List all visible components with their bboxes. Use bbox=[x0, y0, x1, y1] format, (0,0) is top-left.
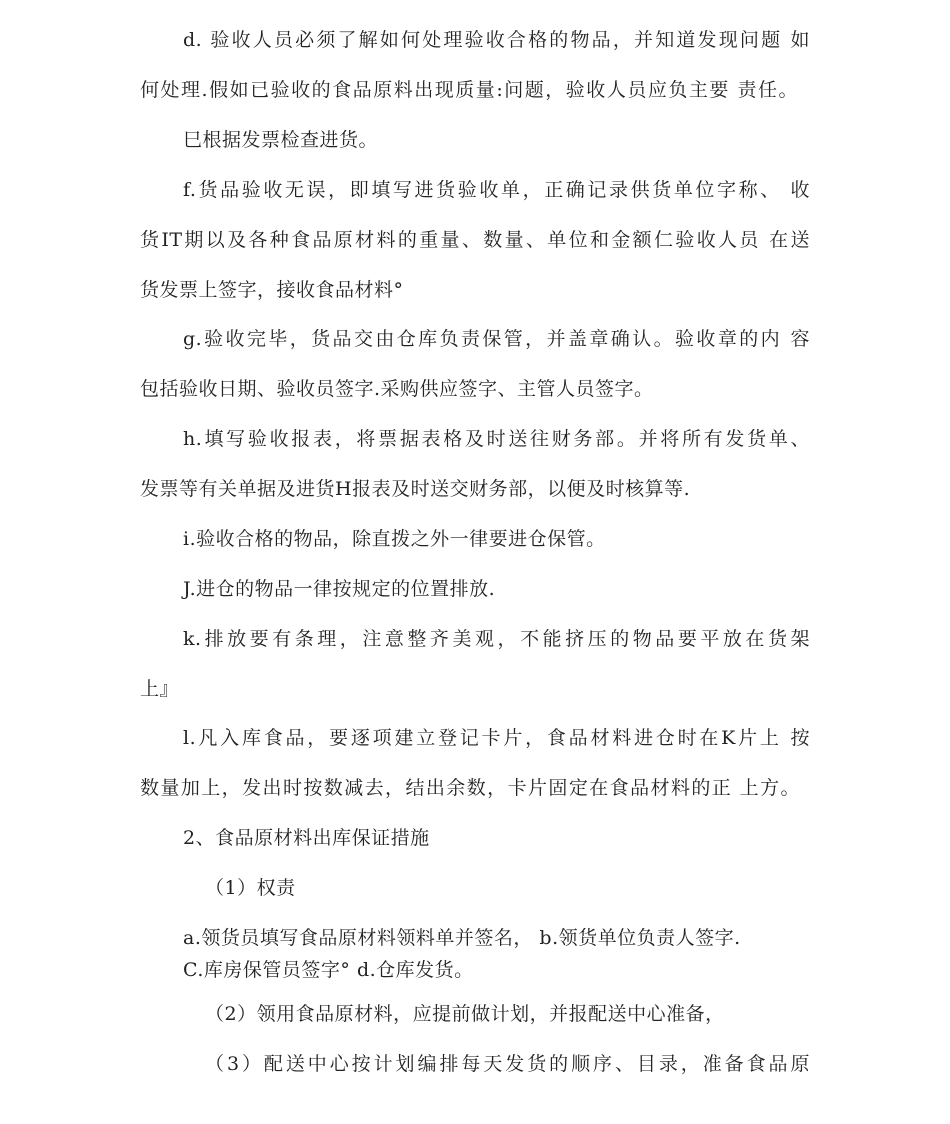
paragraph-line: C.库房保管员签字° d.仓库发货。 bbox=[183, 959, 474, 981]
paragraph-line: 货IT期以及各种食品原材料的重量、数量、单位和金额仁验收人员 在送 bbox=[140, 229, 810, 251]
paragraph-line: J.进仓的物品一律按规定的位置排放. bbox=[183, 578, 496, 600]
section-heading: 2、食品原材料出库保证措施 bbox=[183, 827, 430, 849]
paragraph-line: a.领货员填写食品原材料领料单并签名， b.领货单位负责人签字. bbox=[183, 927, 741, 949]
paragraph-line: （2）领用食品原材料，应提前做计划，并报配送中心准备， bbox=[205, 1003, 725, 1025]
paragraph-line: 包括验收日期、验收员签字.采购供应签字、主管人员签字。 bbox=[140, 378, 654, 400]
paragraph-line: d. 验收人员必须了解如何处理验收合格的物品，并知道发现问题 如 bbox=[183, 29, 810, 51]
paragraph-line: g.验收完毕，货品交由仓库负责保管，并盖章确认。验收章的内 容 bbox=[183, 328, 810, 350]
subsection-heading: （1）权责 bbox=[205, 877, 296, 899]
paragraph-line: k.排放要有条理，注意整齐美观，不能挤压的物品要平放在货架 bbox=[183, 628, 810, 650]
paragraph-line: 上』 bbox=[140, 678, 180, 700]
paragraph-line: 巳根据发票检查进货。 bbox=[183, 129, 379, 151]
paragraph-line: 数量加上，发出时按数减去，结出余数，卡片固定在食品材料的正 上方。 bbox=[140, 777, 800, 799]
paragraph-line: f.货品验收无误，即填写进货验收单，正确记录供货单位字称、 收 bbox=[183, 179, 810, 201]
paragraph-line: 货发票上签字，接收食品材料° bbox=[140, 279, 404, 301]
paragraph-line: l.凡入库食品，要逐项建立登记卡片，食品材料进仓时在K片上 按 bbox=[183, 727, 810, 749]
paragraph-line: h.填写验收报表，将票据表格及时送往财务部。并将所有发货单、 bbox=[183, 428, 810, 450]
paragraph-line: （3）配送中心按计划编排每天发货的顺序、目录，准备食品原 bbox=[205, 1053, 810, 1075]
paragraph-line: 何处理.假如已验收的食品原料出现质量:问题，验收人员应负主要 责任。 bbox=[140, 79, 798, 101]
paragraph-line: i.验收合格的物品，除直拨之外一律要进仓保管。 bbox=[183, 528, 606, 550]
paragraph-line: 发票等有关单据及进货H报表及时送交财务部，以便及时核算等. bbox=[140, 478, 691, 500]
